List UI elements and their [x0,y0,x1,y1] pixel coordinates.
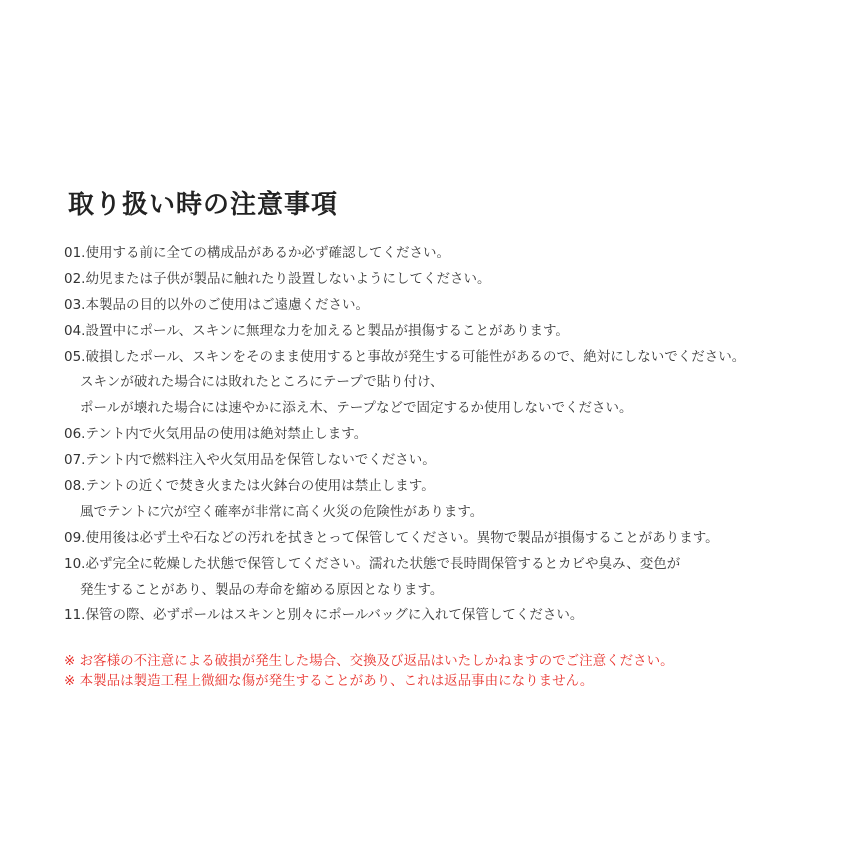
caution-item: 09.使用後は必ず土や石などの汚れを拭きとって保管してください。異物で製品が損傷することがあります。 [64,529,719,546]
warning-list [64,651,844,691]
caution-item: 04.設置中にポール、スキンに無理な力を加えると製品が損傷することがあります。 [64,322,569,339]
caution-item: 07.テント内で燃料注入や火気用品を保管しないでください。 [64,452,436,469]
page-title: 取り扱い時の注意事項 [68,190,339,220]
caution-item: 01.使用する前に全ての構成品があるか必ず確認してください。 [64,245,450,261]
warning-note: ※ お客様の不注意による破損が発生した場合、交換及び返品はいたしかねますのでご注意ください。 [64,653,674,669]
caution-item: 03.本製品の目的以外のご使用はご遠慮ください。 [64,296,369,313]
caution-continuation: ポールが壊れた場合には速やかに添え木、テープなどで固定するか使用しないでください。 [80,400,633,417]
caution-continuation: 発生することがあり、製品の寿命を縮める原因となります。 [80,581,444,598]
caution-continuation: スキンが破れた場合には敗れたところにテープで貼り付け、 [80,374,444,391]
caution-item: 11.保管の際、必ずポールはスキンと別々にポールバッグに入れて保管してください。 [64,607,584,624]
caution-item: 06.テント内で火気用品の使用は絶対禁止します。 [64,426,368,443]
warning-note: ※ 本製品は製造工程上微細な傷が発生することがあり、これは返品事由になりません。 [64,673,594,689]
caution-list [64,241,844,629]
caution-item: 02.幼児または子供が製品に触れたり設置しないようにしてください。 [64,270,491,287]
caution-continuation: 風でテントに穴が空く確率が非常に高く火災の危険性があります。 [80,503,484,520]
caution-item: 05.破損したポール、スキンをそのまま使用すると事故が発生する可能性があるので、絶対にしないでください。 [64,348,746,365]
caution-item: 08.テントの近くで焚き火または火鉢台の使用は禁止します。 [64,478,435,495]
caution-item: 10.必ず完全に乾燥した状態で保管してください。濡れた状態で長時間保管するとカビや臭み、変色が [64,555,681,572]
